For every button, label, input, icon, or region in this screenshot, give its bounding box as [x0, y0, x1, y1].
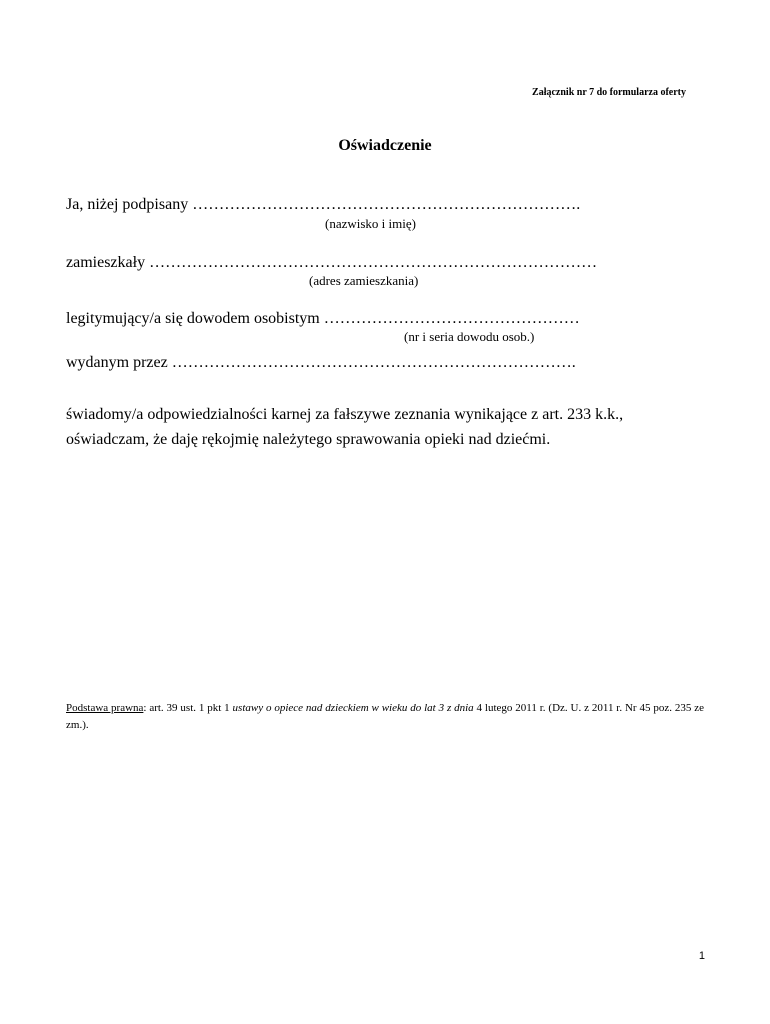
name-field-line: [66, 196, 580, 214]
page-number: 1: [698, 950, 705, 962]
address-field-label: zamieszkały: [66, 254, 146, 271]
address-field-dots: …………………………………………………………………………: [149, 254, 598, 271]
id-card-field-dots: …………………………………………: [323, 310, 580, 327]
name-field-label: Ja, niżej podpisany: [66, 196, 189, 213]
id-card-field-caption: (nr i seria dowodu osob.): [404, 329, 535, 344]
id-card-field-label: legitymujący/a się dowodem osobistym: [66, 310, 320, 327]
legal-basis-note: [66, 700, 704, 734]
document-title: Oświadczenie: [338, 137, 432, 154]
name-field-dots: ……………………………………………………………….: [192, 196, 581, 213]
address-field-line: [66, 254, 597, 272]
legal-basis-act-title: ustawy o opiece nad dzieckiem w wieku do lat 3 z dnia: [232, 702, 474, 714]
statement-paragraph: [66, 402, 716, 452]
statement-line-1: świadomy/a odpowiedzialności karnej za fałszywe zeznania wynikające z art. 233 k.k.,: [66, 406, 624, 423]
annex-note: Załącznik nr 7 do formularza oferty: [532, 87, 686, 98]
legal-basis-part-2: 4 lutego 2011 r. (Dz. U. z 2011 r. Nr 45 poz. 235 ze zm.).: [66, 702, 704, 731]
id-card-field-line: [66, 310, 580, 328]
legal-basis-label: Podstawa prawna: [66, 702, 144, 714]
statement-line-2: oświadczam, że daję rękojmię należytego sprawowania opieki nad dziećmi.: [66, 431, 551, 448]
issued-by-field-label: wydanym przez: [66, 354, 168, 371]
address-field-caption: (adres zamieszkania): [309, 273, 419, 288]
name-field-caption: (nazwisko i imię): [325, 216, 416, 231]
legal-basis-part-1: : art. 39 ust. 1 pkt 1: [143, 702, 233, 714]
issued-by-field-dots: ………………………………………………………………….: [171, 354, 576, 371]
issued-by-field-line: [66, 354, 576, 372]
